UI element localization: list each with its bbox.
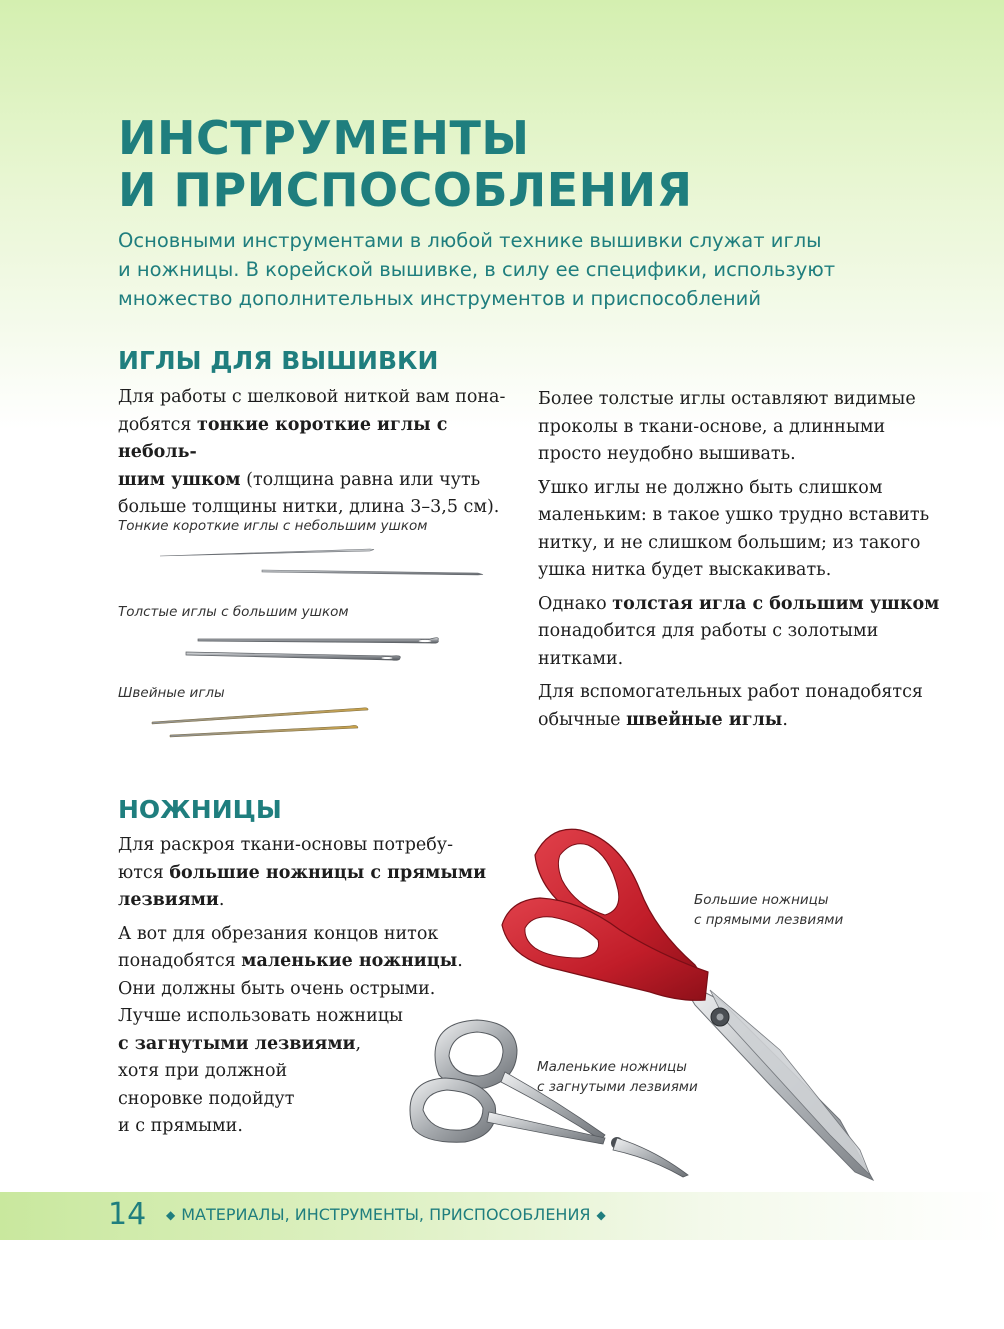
page-title xyxy=(118,112,693,216)
caption-big-scissors: Большие ножницы с прямыми лезвиями xyxy=(694,892,844,928)
small-scissors-illustration xyxy=(405,1010,705,1185)
page-number: 14 xyxy=(108,1197,147,1232)
needles-illustration xyxy=(140,540,500,740)
diamond-icon: ◆ xyxy=(166,1208,176,1222)
footer-section-title: МАТЕРИАЛЫ, ИНСТРУМЕНТЫ, ПРИСПОСОБЛЕНИЯ xyxy=(181,1205,591,1224)
running-footer xyxy=(160,1203,612,1228)
caption-sewing-needles: Швейные иглы xyxy=(118,685,225,701)
needles-right-paragraph-3: Однако толстая игла с большим ушком понадобится для работы с золотыми нитками. xyxy=(538,593,940,669)
page-title-line2: И ПРИСПОСОБЛЕНИЯ xyxy=(118,163,693,217)
needles-right-paragraph-4: Для вспомогательных работ понадобятся обычные швейные иглы. xyxy=(538,682,923,730)
needles-paragraph-1: Для работы с шелковой ниткой вам пона- добятся тонкие короткие иглы с неболь- шим ушком (толщина равна или чуть больше толщины нитки, длина 3–3,5 см). xyxy=(118,387,506,517)
caption-thin-needles: Тонкие короткие иглы с небольшим ушком xyxy=(118,518,428,534)
needles-left-column xyxy=(118,384,528,528)
intro-paragraph: Основными инструментами в любой технике вышивки служат иглы и ножницы. В корейской вышивке, в силу ее специфики, используют множество дополнительных инструментов и приспособлений xyxy=(118,229,836,310)
sewing-needle-1 xyxy=(152,708,368,724)
thin-needle-1 xyxy=(160,549,374,556)
thin-needle-2 xyxy=(262,570,483,575)
needles-right-paragraph-1: Более толстые иглы оставляют видимые проколы в ткани-основе, а длинными просто неудобно вышивать. xyxy=(538,389,916,464)
caption-small-scissors: Маленькие ножницы с загнутыми лезвиями xyxy=(537,1059,698,1095)
needles-heading: ИГЛЫ ДЛЯ ВЫШИВКИ xyxy=(118,346,439,375)
scissors-paragraph-2: А вот для обрезания концов ниток понадобятся маленькие ножницы. Они должны быть очень острыми. Лучше использовать ножницы с загнутыми лезвиями, хотя при должной сноровке подойдут и с прямыми. xyxy=(118,923,463,1136)
thick-needle-1 xyxy=(198,638,438,643)
scissors-paragraph-1: Для раскроя ткани-основы потребу- ются большие ножницы с прямыми лезвиями. xyxy=(118,835,487,910)
thick-needle-2 xyxy=(186,652,400,660)
caption-thick-needles: Толстые иглы с большим ушком xyxy=(118,604,349,620)
page-title-line1: ИНСТРУМЕНТЫ xyxy=(118,111,530,165)
diamond-icon: ◆ xyxy=(596,1208,606,1222)
scissors-heading: НОЖНИЦЫ xyxy=(118,795,282,824)
sewing-needle-2 xyxy=(170,725,358,737)
needles-right-column xyxy=(538,386,948,740)
needles-right-paragraph-2: Ушко иглы не должно быть слишком маленьким: в такое ушко трудно вставить нитку, и не слишком большим; из такого ушка нитка будет выскакивать. xyxy=(538,477,930,580)
